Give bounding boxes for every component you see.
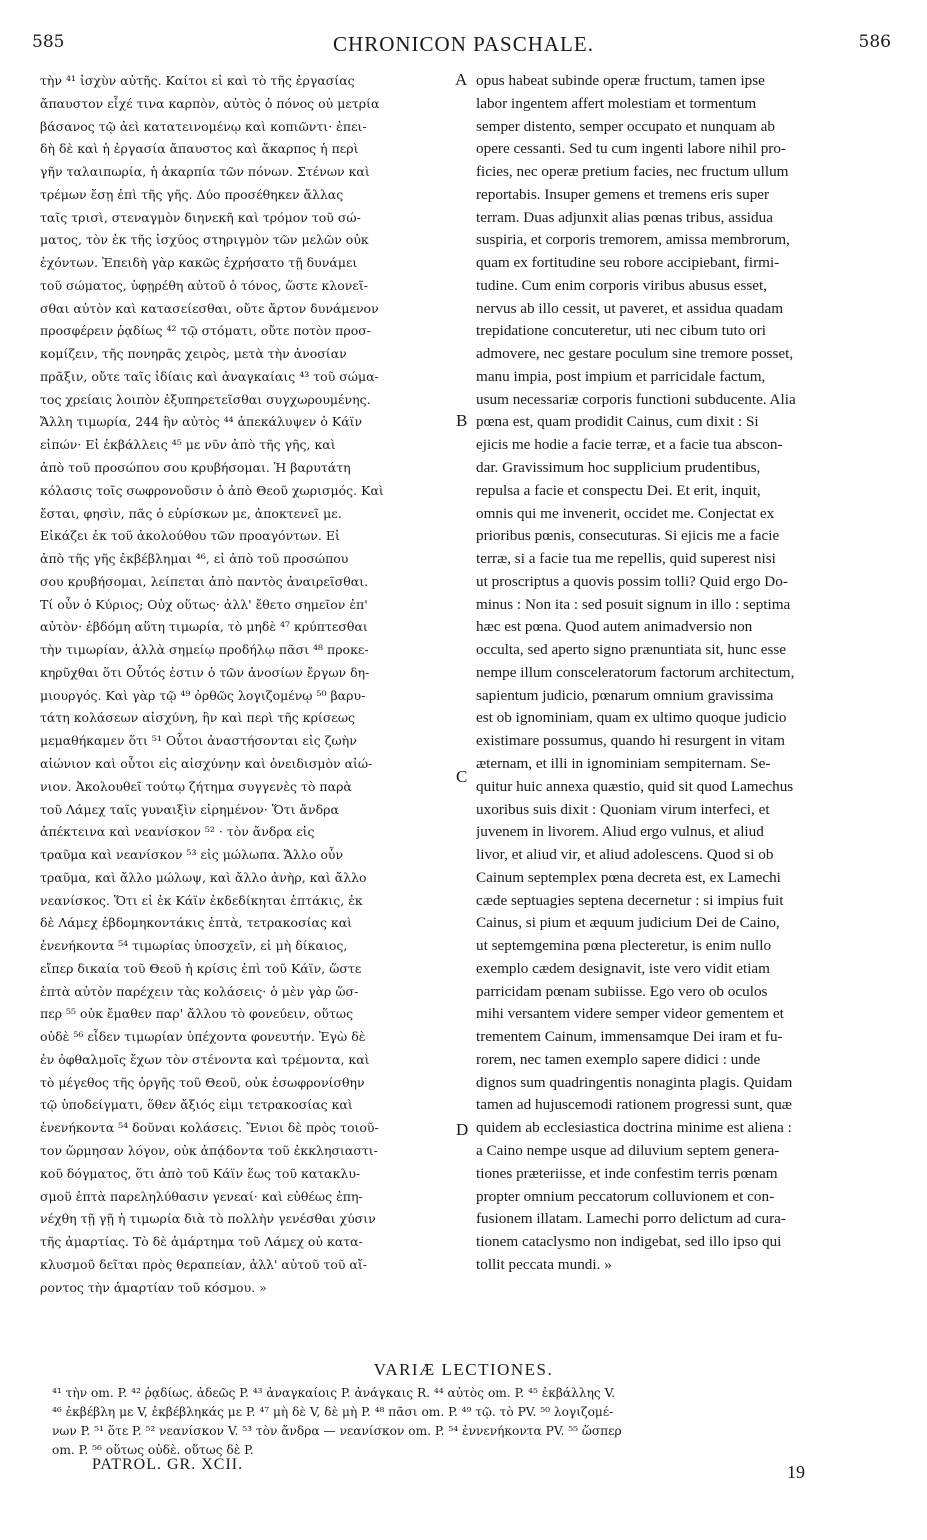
greek-text-line: εἰπών· Εἰ ἐκβάλλεις ⁴⁵ με νῦν ἀπὸ τῆς γῆς, καὶ (40, 437, 336, 453)
latin-text-line: est ob ignominiam, quam ex ultimo quoque judicio (476, 709, 787, 727)
latin-text-line: minus : Non ita : sed posuit signum in illo : septima (476, 595, 791, 613)
latin-text-line: admovere, nec gestare poculum sine tremore posset, (476, 345, 794, 363)
variant-reading-line: om. P. ⁵⁶ οὕτως οὐδὲ. οὕτως δὲ P. (52, 1443, 254, 1457)
greek-text-line: δὲ Λάμεχ ἑβδομηκοντάκις ἑπτὰ, τετρακοσίας καὶ (40, 915, 353, 931)
greek-text-line: ἄπαυστον εἶχέ τινα καρπὸν, αὐτὸς ὁ πόνος οὐ μετρία (40, 95, 380, 111)
greek-text-line: ἀπὸ τῆς γῆς ἐκβέβλημαι ⁴⁶, εἰ ἀπὸ τοῦ προσώπου (40, 551, 349, 567)
latin-text-line: prioribus pœnis, consecuturas. Si ejicis me a facie (476, 527, 780, 545)
latin-text-line: propter omnium peccatorum colluvionem et con- (476, 1187, 775, 1205)
latin-text-line: quam ex fortitudine seu robore accipiebant, firmi- (476, 254, 780, 272)
latin-text-line: tollit peccata mundi. » (476, 1255, 612, 1273)
greek-text-line: Τί οὖν ὁ Κύριος; Οὐχ οὕτως· ἀλλ' ἔθετο σημεῖον ἐπ' (40, 596, 368, 612)
latin-text-line: dar. Gravissimum hoc supplicium prudentibus, (476, 459, 761, 477)
latin-text-line: nervus ab illo cessit, ut paveret, et assidua quadam (476, 299, 784, 317)
latin-text-line: juvenem in livorem. Aliud ergo vulnus, et aliud (476, 823, 764, 841)
latin-text-line: parricidam pœnam subiisse. Ego vero ob oculos (476, 982, 768, 1000)
greek-text-line: ἀπὸ τοῦ προσώπου σου κρυβήσομαι. Ἡ βαρυτάτη (40, 460, 351, 476)
greek-text-line: Ἄλλη τιμωρία, 244 ἣν αὐτὸς ⁴⁴ ἀπεκάλυψεν ὁ Κάϊν (40, 414, 363, 430)
latin-text-line: existimare possumus, quando hi resurgent in vitam (476, 732, 785, 750)
latin-text-line: mihi versantem videre semper videor gementem et (476, 1005, 784, 1023)
latin-text-line: semper distento, semper occupato et nunquam ab (476, 117, 776, 135)
footer-sheet-number: 19 (787, 1462, 805, 1482)
latin-text-line: tamen ad hujuscemodi rationem progressi sunt, quæ (476, 1096, 792, 1114)
latin-text-line: tionem cataclysmo non indigebat, sed illo ipso qui (476, 1233, 782, 1251)
greek-text-line: ταῖς τρισὶ, στεναγμὸν διηνεκῆ καὶ τρόμον τοῦ σώ- (40, 209, 361, 225)
latin-text-line: terræ, si a facie tua me repellis, quid superest nisi (476, 550, 776, 568)
latin-text-line: dignos sum quadringentis nonaginta plagis. Quidam (476, 1073, 793, 1091)
latin-text-line: æternam, et illi in ignominiam sempiternam. Se- (476, 754, 771, 772)
greek-text-line: ἀπέκτεινα καὶ νεανίσκον ⁵² · τὸν ἄνδρα εἰς (40, 824, 315, 840)
greek-text-line: ἐνενήκοντα ⁵⁴ τιμωρίας ὑποσχεῖν, εἰ μὴ δίκαιος, (40, 938, 348, 954)
latin-text-line: fusionem illatam. Lamechi porro delictum ad cura- (476, 1210, 786, 1228)
greek-text-line: πρᾶξιν, οὔτε ταῖς ἰδίαις καὶ ἀναγκαίαις ⁴³ τοῦ σώμα- (40, 368, 379, 384)
latin-text-line: Cainus, si pium et æquum judicium Dei de Caino, (476, 914, 780, 932)
greek-text-line: προσφέρειν ῥᾳδίως ⁴² τῷ στόματι, οὔτε ποτὸν προσ- (40, 323, 371, 339)
latin-text-line: sapientum judicio, pœnarum omnium gravissima (476, 686, 774, 704)
latin-text-line: opere cessanti. Sed tu cum ingenti labore nihil pro- (476, 140, 786, 158)
greek-text-line: νέχθη τῇ γῇ ἡ τιμωρία διὰ τὸ πολλὴν γενέσθαι χύσιν (40, 1211, 376, 1227)
latin-column (476, 70, 894, 1342)
greek-text-line: εἴπερ δικαία τοῦ Θεοῦ ἡ κρίσις ἐπὶ τοῦ Κάϊν, ὥστε (40, 960, 362, 976)
page-number-left: 585 (32, 32, 65, 52)
greek-text-line: κοῦ δόγματος, ὅτι ἀπὸ τοῦ Κάϊν ἕως τοῦ κατακλυ- (40, 1165, 361, 1181)
latin-text-line: pœna est, quam prodidit Cainus, cum dixit : Si (476, 413, 759, 431)
latin-text-line: exemplo cædem designavit, iste vero vidit etiam (476, 959, 770, 977)
variae-lectiones-notes (52, 1384, 902, 1460)
latin-text-line: usum necessariæ corporis functioni subducente. Alia (476, 390, 796, 408)
latin-text-line: cæde septuagies septena decernetur : si impius fuit (476, 891, 784, 909)
latin-text-line: livor, et aliud vir, et aliud adolescens. Quod si ob (476, 846, 774, 864)
latin-text-line: uxoribus suis dixit : Quoniam virum interfeci, et (476, 800, 770, 818)
latin-text-line: quidem ab ecclesiastica doctrina minime est aliena : (476, 1119, 792, 1137)
greek-text-line: τος χρείαις λοιπὸν ἐξυπηρετεῖσθαι συγχωρουμένης. (40, 391, 371, 407)
latin-text-line: reportabis. Insuper gemens et tremens eris super (476, 185, 770, 203)
latin-text-line: hæc est pœna. Quod autem animadversio non (476, 618, 753, 636)
greek-text-line: μεμαθήκαμεν ὅτι ⁵¹ Οὗτοι ἀναστήσονται εἰς ζωὴν (40, 733, 357, 749)
greek-text-line: ἐν ὀφθαλμοῖς ἔχων τὸν στένοντα καὶ τρέμοντα, καὶ (40, 1051, 370, 1067)
footer-signature: PATROL. GR. XCII. (92, 1456, 244, 1473)
latin-text-line: nempe illum consceleratorum factorum architectum, (476, 663, 795, 681)
latin-text-line: rorem, nec tamen exemplo sapere didici : unde (476, 1050, 761, 1068)
greek-text-line: μιουργός. Καὶ γὰρ τῷ ⁴⁹ ὀρθῶς λογιζομένῳ ⁵⁰ βαρυ- (40, 687, 366, 703)
greek-text-line: τραῦμα, καὶ ἄλλο μώλωψ, καὶ ἄλλο ἀνὴρ, καὶ ἄλλο (40, 869, 367, 885)
latin-text-line: tiones præteriisse, et inde confestim terris pœnam (476, 1164, 778, 1182)
greek-text-line: περ ⁵⁵ οὐκ ἔμαθεν παρ' ἄλλου τὸ φονεύειν, οὕτως (40, 1006, 354, 1022)
page-number-right: 586 (858, 32, 891, 52)
greek-text-line: γῆν ταλαιπωρία, ἡ ἀκαρπία τῶν πόνων. Στένων καὶ (40, 164, 370, 180)
latin-text-line: labor ingentem affert molestiam et tormentum (476, 94, 757, 112)
margin-mark-a: A (455, 70, 468, 89)
greek-text-line: Εἰκάζει ἐκ τοῦ ἀκολούθου τῶν προαγόντων. Εἰ (40, 528, 340, 544)
greek-text-line: βάσανος τῷ ἀεὶ κατατεινομένῳ καὶ κοπιῶντι· ἐπει- (40, 118, 367, 134)
latin-text-line: Cainum septemplex pœna decreta est, ex Lamechi (476, 868, 781, 886)
greek-text-line: αὐτὸν· ἑβδόμη αὕτη τιμωρία, τὸ μηδὲ ⁴⁷ κρύπτεσθαι (40, 619, 368, 635)
greek-text-line: κομίζειν, τῆς πονηρᾶς χειρὸς, μετὰ τὴν ἀνοσίαν (40, 346, 347, 362)
greek-text-line: τρέμων ἔσῃ ἐπὶ τῆς γῆς. Δύο προσέθηκεν ἄλλας (40, 186, 344, 202)
greek-text-line: ἑπτὰ αὐτὸν παρέχειν τὰς κολάσεις· ὁ μὲν γὰρ ὥσ- (40, 983, 359, 999)
latin-text-line: tudine. Cum enim corporis viribus abusus esset, (476, 276, 768, 294)
greek-text-line: νεανίσκος. Ὅτι εἰ ἐκ Κάϊν ἐκδεδίκηται ἑπτάκις, ἐκ (40, 892, 363, 908)
latin-text-line: suspiria, et corporis tremorem, amissa membrorum, (476, 231, 790, 249)
greek-text-line: τοῦ Λάμεχ ταῖς γυναιξὶν εἰρημένον· Ὅτι ἄνδρα (40, 801, 339, 817)
variant-reading-line: ⁴¹ τὴν om. P. ⁴² ῥᾳδίως. ἀδεῶς P. ⁴³ ἀναγκαίοις P. ἀνάγκαις R. ⁴⁴ αὐτὸς om. P. ⁴⁵ ἐκβάλλης V. (52, 1386, 616, 1400)
latin-text-line: ficies, nec operæ pretium facies, nec fructum ullum (476, 163, 789, 181)
greek-column (40, 70, 454, 1342)
latin-text-line: a Caino nempe usque ad diluvium septem genera- (476, 1141, 780, 1159)
greek-text-line: νιον. Ἀκολουθεῖ τούτῳ ζήτημα συγγενὲς τὸ παρὰ (40, 778, 352, 794)
greek-text-line: ἔσται, φησὶν, πᾶς ὁ εὑρίσκων με, ἀποκτενεῖ με. (40, 505, 342, 521)
running-header (0, 30, 927, 60)
greek-text-line: τὸ μέγεθος τῆς ὀργῆς τοῦ Θεοῦ, οὐκ ἐσωφρονίσθην (40, 1074, 365, 1090)
latin-text-line: trementem Cainum, immensamque Dei iram et fu- (476, 1028, 783, 1046)
greek-text-line: δὴ δὲ καὶ ἡ ἐργασία ἄπαυστος καὶ ἄκαρπος ἡ περὶ (40, 141, 359, 157)
greek-text-line: κλυσμοῦ δεῖται πρὸς θεραπείαν, ἀλλ' αὐτοῦ τοῦ αἴ- (40, 1256, 367, 1272)
latin-text-line: ejicis me hodie a facie terræ, et a facie tua abscon- (476, 436, 783, 454)
latin-text-line: ut proscriptus a quovis possim tolli? Quid ergo Do- (476, 572, 788, 590)
greek-text-line: τῆς ἁμαρτίας. Τὸ δὲ ἁμάρτημα τοῦ Λάμεχ οὐ κατα- (40, 1234, 363, 1250)
margin-mark-d: D (456, 1120, 469, 1139)
greek-text-line: τοῦ σώματος, ὑφῃρέθη αὐτοῦ ὁ τόνος, ὥστε κλονεῖ- (40, 277, 368, 293)
greek-text-line: ἐνενήκοντα ⁵⁴ δοῦναι κολάσεις. Ἔνιοι δὲ πρὸς τοιοῦ- (40, 1120, 379, 1136)
greek-text-line: αἰώνιον καὶ οὗτοι εἰς αἰσχύνην καὶ ὀνειδισμὸν αἰώ- (40, 755, 373, 771)
greek-text-line: οὐδὲ ⁵⁶ εἶδεν τιμωρίαν ὑπέχοντα φονευτήν. Ἐγὼ δὲ (40, 1029, 366, 1045)
greek-text-line: τον ὥρμησαν λόγον, οὐκ ἀπᾴδοντα τοῦ ἐκκλησιαστι- (40, 1142, 378, 1158)
latin-text-line: trepidatione concuteretur, uti nec cibum tuto ori (476, 322, 766, 340)
latin-text-line: occulta, sed aperto signo prænuntiata sit, hunc esse (476, 641, 787, 659)
latin-text-line: ut septemgemina pœna plecteretur, is enim nullo (476, 937, 772, 955)
greek-text-line: τραῦμα καὶ νεανίσκον ⁵³ εἰς μώλωπα. Ἄλλο οὖν (40, 847, 344, 863)
greek-text-line: ροντος τὴν ἁμαρτίαν τοῦ κόσμου. » (40, 1279, 267, 1295)
greek-text-line: ἐχόντων. Ἐπειδὴ γὰρ κακῶς ἐχρήσατο τῇ δυνάμει (40, 255, 358, 271)
margin-mark-b: B (456, 411, 468, 430)
greek-text-line: τὴν ⁴¹ ἰσχὺν αὐτῆς. Καίτοι εἰ καὶ τὸ τῆς ἐργασίας (40, 73, 355, 88)
greek-text-line: σθαι αὐτὸν καὶ κατασείεσθαι, οὔτε ἄρτον δυνάμενον (40, 300, 379, 316)
latin-text-line: quitur huic annexa quæstio, quid sit quod Lamechus (476, 777, 794, 795)
greek-text-line: κόλασις τοῖς σωφρονοῦσιν ὁ ἀπὸ Θεοῦ χωρισμός. Καὶ (40, 482, 384, 498)
running-title: CHRONICON PASCHALE. (333, 32, 594, 56)
margin-mark-c: C (456, 767, 468, 786)
variae-lectiones-title: VARIÆ LECTIONES. (373, 1360, 554, 1379)
greek-text-line: τῷ ὑποδείγματι, ὅθεν ἄξιός εἰμι τετρακοσίας καὶ (40, 1097, 353, 1113)
greek-text-line: σμοῦ ἑπτὰ παρεληλύθασιν γενεαί· καὶ εὐθέως ἐπη- (40, 1188, 363, 1204)
greek-text-line: τὴν τιμωρίαν, ἀλλὰ σημείῳ προδήλῳ πᾶσι ⁴⁸ προκε- (40, 642, 369, 658)
greek-text-line: ματος, τὸν ἐκ τῆς ἰσχύος στηριγμὸν τῶν μελῶν οὐκ (40, 232, 369, 248)
greek-text-line: τάτη κολάσεων αἰσχύνη, ἣν καὶ περὶ τῆς κρίσεως (40, 710, 356, 726)
greek-text-line: σου κρυβήσομαι, λείπεται ἀπὸ παντὸς ἀναιρεῖσθαι. (40, 573, 369, 589)
latin-text-line: terram. Duas adjunxit alias pœnas tribus, assidua (476, 208, 773, 226)
latin-text-line: repulsa a facie et conspectu Dei. Et erit, inquit, (476, 481, 761, 499)
greek-text-line: κηρῦχθαι ὅτι Οὗτός ἐστιν ὁ τῶν ἀνοσίων ἔργων δη- (40, 664, 370, 680)
latin-text-line: omnis qui me invenerit, occidet me. Conjectat ex (476, 504, 775, 522)
variant-reading-line: ⁴⁶ ἐκβέβλη με V, ἐκβέβληκάς με P. ⁴⁷ μὴ δὲ V, δὲ μὴ P. ⁴⁸ πᾶσι om. P. ⁴⁹ τῷ. τὸ PV. ⁵⁰ λογιζομέ- (52, 1405, 614, 1419)
variant-reading-line: νων P. ⁵¹ ὅτε P. ⁵² νεανίσκον V. ⁵³ τὸν ἄνδρα — νεανίσκον om. P. ⁵⁴ ἐννενήκοντα PV. ⁵⁵ ὥσπερ (52, 1424, 622, 1438)
latin-text-line: manu impia, post impium et parricidale factum, (476, 367, 766, 385)
latin-text-line: opus habeat subinde operæ fructum, tamen ipse (476, 72, 765, 89)
